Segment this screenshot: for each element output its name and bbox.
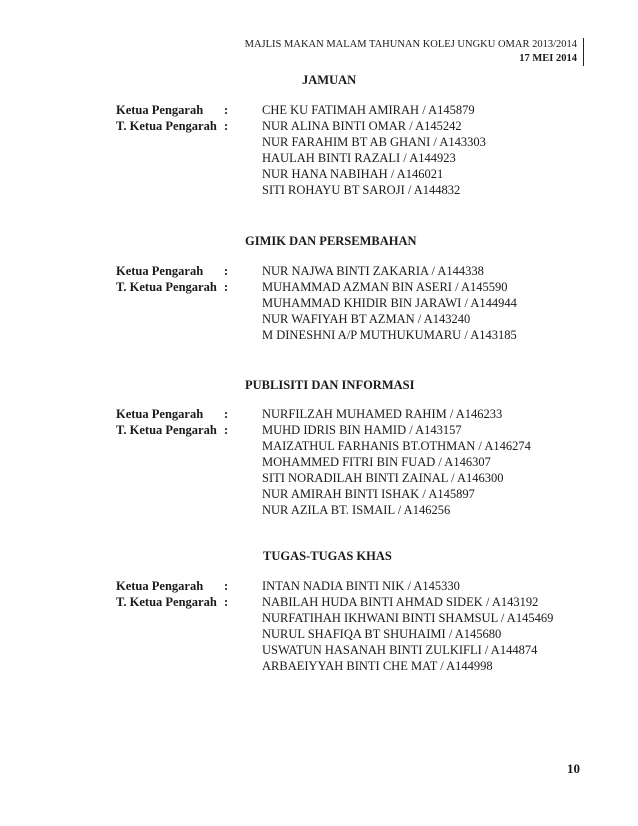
member-name: NUR HANA NABIHAH / A146021 bbox=[262, 167, 444, 181]
members-tugas-khas bbox=[262, 578, 553, 674]
member-name: NUR WAFIYAH BT AZMAN / A143240 bbox=[262, 312, 471, 326]
page-header bbox=[245, 38, 584, 66]
members-publisiti bbox=[262, 406, 531, 518]
role-label: T. Ketua Pengarah bbox=[116, 119, 217, 133]
member-name: NUR AZILA BT. ISMAIL / A146256 bbox=[262, 503, 451, 517]
member-name: M DINESHNI A/P MUTHUKUMARU / A143185 bbox=[262, 328, 517, 342]
section-title-jamuan: JAMUAN bbox=[302, 73, 357, 87]
member-name: SITI ROHAYU BT SAROJI / A144832 bbox=[262, 183, 461, 197]
member-name: CHE KU FATIMAH AMIRAH / A145879 bbox=[262, 103, 475, 117]
role-label: T. Ketua Pengarah bbox=[116, 423, 217, 437]
member-name: NURUL SHAFIQA BT SHUHAIMI / A145680 bbox=[262, 627, 502, 641]
section-title-tugas-khas: TUGAS-TUGAS KHAS bbox=[263, 549, 392, 563]
member-name: SITI NORADILAH BINTI ZAINAL / A146300 bbox=[262, 471, 504, 485]
member-name: MUHD IDRIS BIN HAMID / A143157 bbox=[262, 423, 462, 437]
member-name: MUHAMMAD AZMAN BIN ASERI / A145590 bbox=[262, 280, 508, 294]
section-title-publisiti: PUBLISITI DAN INFORMASI bbox=[245, 378, 415, 392]
member-name: NUR AMIRAH BINTI ISHAK / A145897 bbox=[262, 487, 475, 501]
role-colon: : bbox=[224, 280, 229, 294]
member-name: MUHAMMAD KHIDIR BIN JARAWI / A144944 bbox=[262, 296, 517, 310]
page-number: 10 bbox=[567, 761, 580, 776]
member-name: MAIZATHUL FARHANIS BT.OTHMAN / A146274 bbox=[262, 439, 531, 453]
member-name: NUR ALINA BINTI OMAR / A145242 bbox=[262, 119, 462, 133]
role-label: Ketua Pengarah bbox=[116, 407, 204, 421]
role-colon: : bbox=[224, 423, 229, 437]
member-name: ARBAEIYYAH BINTI CHE MAT / A144998 bbox=[262, 659, 493, 673]
members-jamuan bbox=[262, 102, 486, 198]
role-label: T. Ketua Pengarah bbox=[116, 595, 217, 609]
event-date: 17 MEI 2014 bbox=[519, 53, 577, 64]
member-name: NABILAH HUDA BINTI AHMAD SIDEK / A143192 bbox=[262, 595, 539, 609]
role-colon: : bbox=[224, 119, 229, 133]
role-colon: : bbox=[224, 407, 229, 421]
role-label: T. Ketua Pengarah bbox=[116, 280, 217, 294]
section-title-gimik: GIMIK DAN PERSEMBAHAN bbox=[245, 234, 417, 248]
member-name: NUR FARAHIM BT AB GHANI / A143303 bbox=[262, 135, 486, 149]
role-label: Ketua Pengarah bbox=[116, 264, 204, 278]
role-colon: : bbox=[224, 264, 229, 278]
role-label: Ketua Pengarah bbox=[116, 103, 204, 117]
member-name: USWATUN HASANAH BINTI ZULKIFLI / A144874 bbox=[262, 643, 538, 657]
role-colon: : bbox=[224, 579, 229, 593]
role-colon: : bbox=[224, 595, 229, 609]
role-colon: : bbox=[224, 103, 229, 117]
members-gimik bbox=[262, 263, 517, 343]
member-name: INTAN NADIA BINTI NIK / A145330 bbox=[262, 579, 460, 593]
member-name: NURFATIHAH IKHWANI BINTI SHAMSUL / A145469 bbox=[262, 611, 554, 625]
member-name: NURFILZAH MUHAMED RAHIM / A146233 bbox=[262, 407, 503, 421]
member-name: HAULAH BINTI RAZALI / A144923 bbox=[262, 151, 456, 165]
member-name: NUR NAJWA BINTI ZAKARIA / A144338 bbox=[262, 264, 484, 278]
member-name: MOHAMMED FITRI BIN FUAD / A146307 bbox=[262, 455, 491, 469]
event-title: MAJLIS MAKAN MALAM TAHUNAN KOLEJ UNGKU OMAR 2013/2014 bbox=[244, 39, 577, 50]
role-label: Ketua Pengarah bbox=[116, 579, 204, 593]
